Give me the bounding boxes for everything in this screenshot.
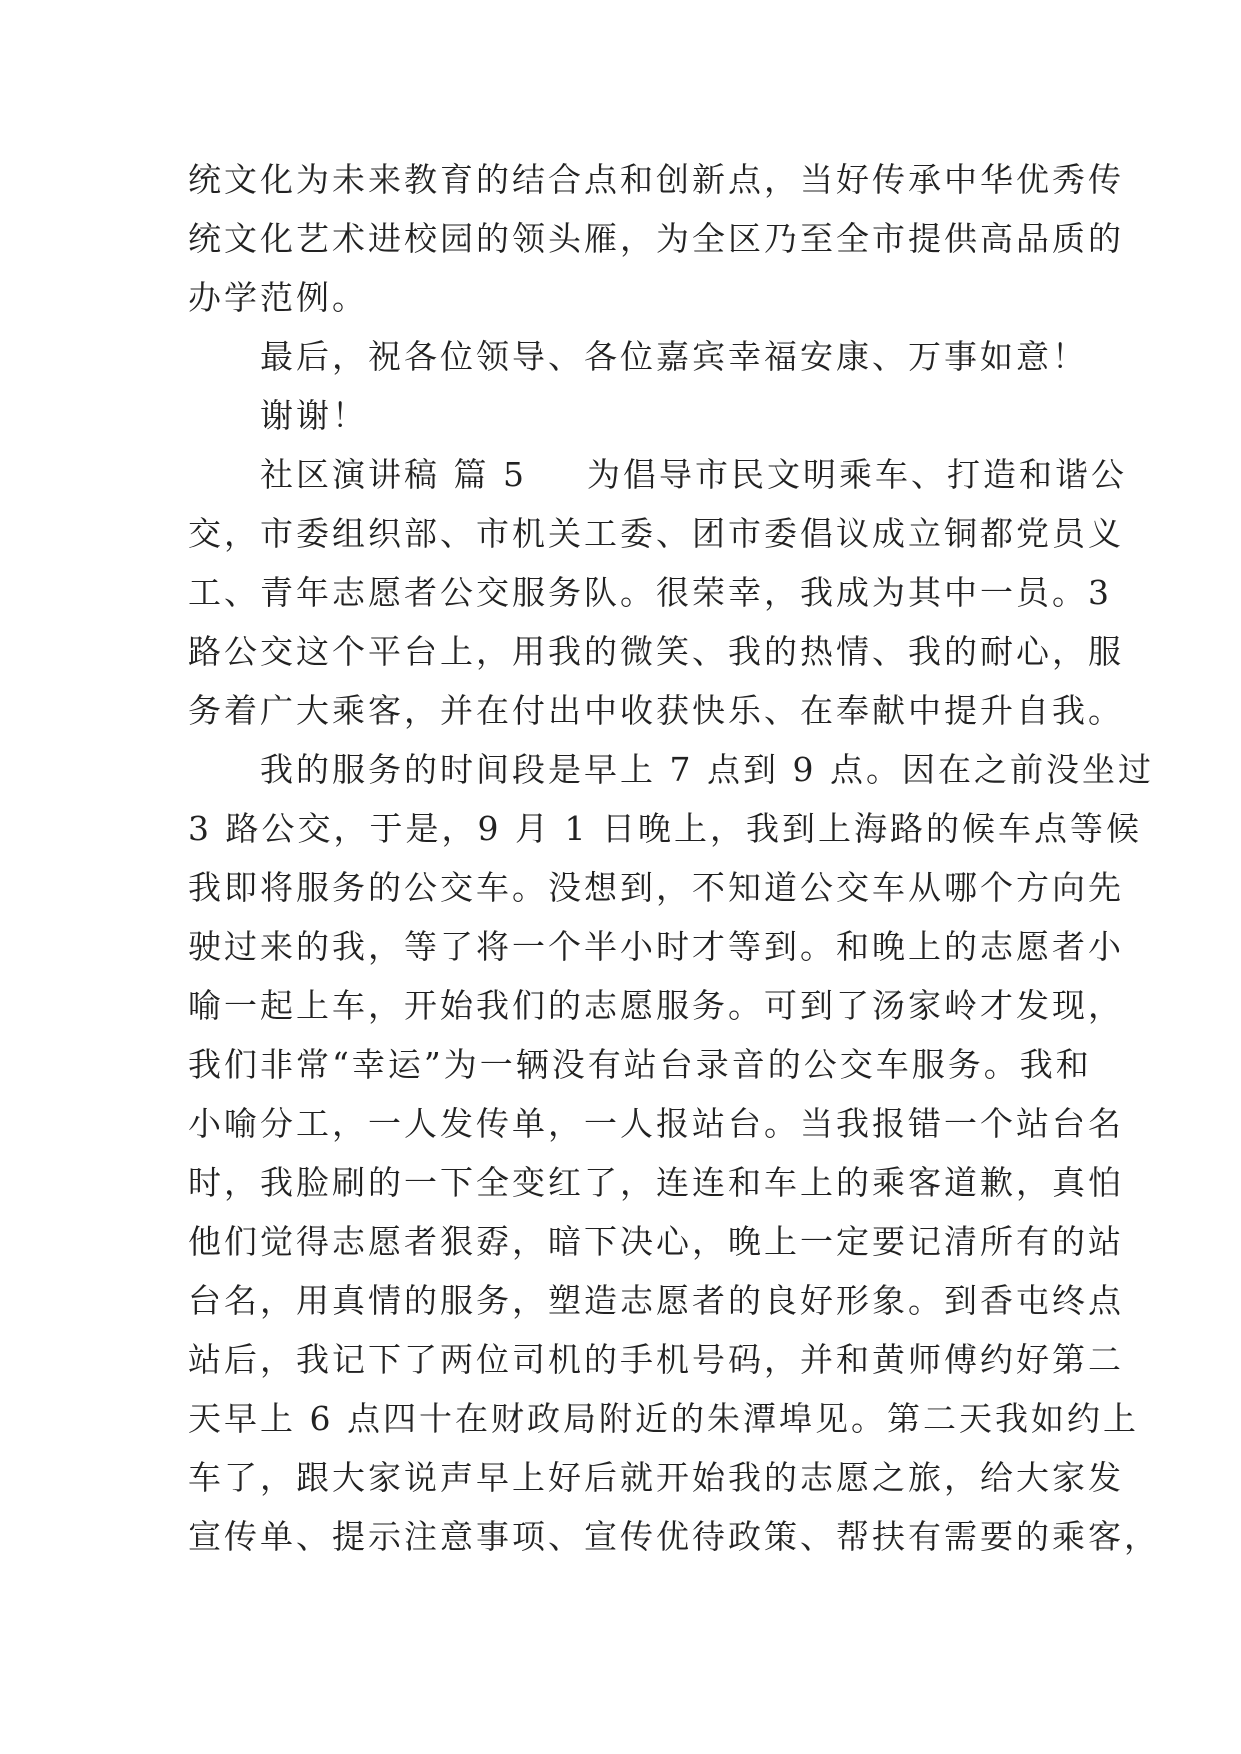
text-line [188,740,1154,799]
text-line-content: 我们非常“幸运”为一辆没有站台录音的公交车服务。我和 [188,1045,1092,1084]
text-line [188,1507,1160,1566]
text-line-content: 小喻分工，一人发传单，一人报站台。当我报错一个站台名 [188,1104,1124,1143]
text-line [188,1330,1124,1389]
text-line-content: 站后，我记下了两位司机的手机号码，并和黄师傅约好第二 [188,1340,1124,1379]
text-line-content: 谢谢！ [260,396,368,435]
text-line [188,1035,1092,1094]
text-line-content: 统文化艺术进校园的领头雁，为全区乃至全市提供高品质的 [188,219,1124,258]
text-line-content: 办学范例。 [188,278,368,317]
text-line [188,150,1124,209]
text-line-content: 时，我脸刷的一下全变红了，连连和车上的乘客道歉，真怕 [188,1163,1124,1202]
text-line-content: 3 路公交，于是，9 月 1 日晚上，我到上海路的候车点等候 [188,809,1142,848]
body-text [188,150,1160,1566]
text-line [188,563,1112,622]
text-line [188,917,1124,976]
text-line [188,681,1124,740]
text-line-content: 天早上 6 点四十在财政局附近的朱潭埠见。第二天我如约上 [188,1399,1139,1438]
text-line-content: 最后，祝各位领导、各位嘉宾幸福安康、万事如意！ [260,337,1088,376]
text-line-content: 我的服务的时间段是早上 7 点到 9 点。因在之前没坐过 [260,750,1154,789]
text-line [188,445,1127,504]
text-line [188,504,1124,563]
text-line-content: 交，市委组织部、市机关工委、团市委倡议成立铜都党员义 [188,514,1124,553]
text-line-content: 我即将服务的公交车。没想到，不知道公交车从哪个方向先 [188,868,1124,907]
text-line [188,1389,1139,1448]
text-line [188,327,1088,386]
text-line [188,209,1124,268]
text-line-content: 路公交这个平台上，用我的微笑、我的热情、我的耐心，服 [188,632,1124,671]
text-line-content: 驶过来的我，等了将一个半小时才等到。和晚上的志愿者小 [188,927,1124,966]
text-line-content: 务着广大乘客，并在付出中收获快乐、在奉献中提升自我。 [188,691,1124,730]
text-line-content: 车了，跟大家说声早上好后就开始我的志愿之旅，给大家发 [188,1458,1124,1497]
text-line [188,858,1124,917]
text-line [188,268,1068,327]
text-line [188,1271,1124,1330]
text-line [188,386,1068,445]
text-line [188,1212,1124,1271]
text-line-content: 工、青年志愿者公交服务队。很荣幸，我成为其中一员。3 [188,573,1112,612]
text-line-content: 台名，用真情的服务，塑造志愿者的良好形象。到香屯终点 [188,1281,1124,1320]
text-line [188,1094,1124,1153]
text-line [188,799,1142,858]
text-line [188,1448,1124,1507]
text-line-content: 统文化为未来教育的结合点和创新点，当好传承中华优秀传 [188,160,1124,199]
text-line-content: 喻一起上车，开始我们的志愿服务。可到了汤家岭才发现， [188,986,1124,1025]
text-line-content: 他们觉得志愿者狠孬，暗下决心，晚上一定要记清所有的站 [188,1222,1124,1261]
text-line [188,976,1124,1035]
text-line-content: 社区演讲稿 篇 5 [260,455,527,494]
text-line-continuation: 为倡导市民文明乘车、打造和谐公 [586,455,1127,494]
text-line-content: 宣传单、提示注意事项、宣传优待政策、帮扶有需要的乘客， [188,1517,1160,1556]
text-line [188,622,1124,681]
text-line [188,1153,1124,1212]
